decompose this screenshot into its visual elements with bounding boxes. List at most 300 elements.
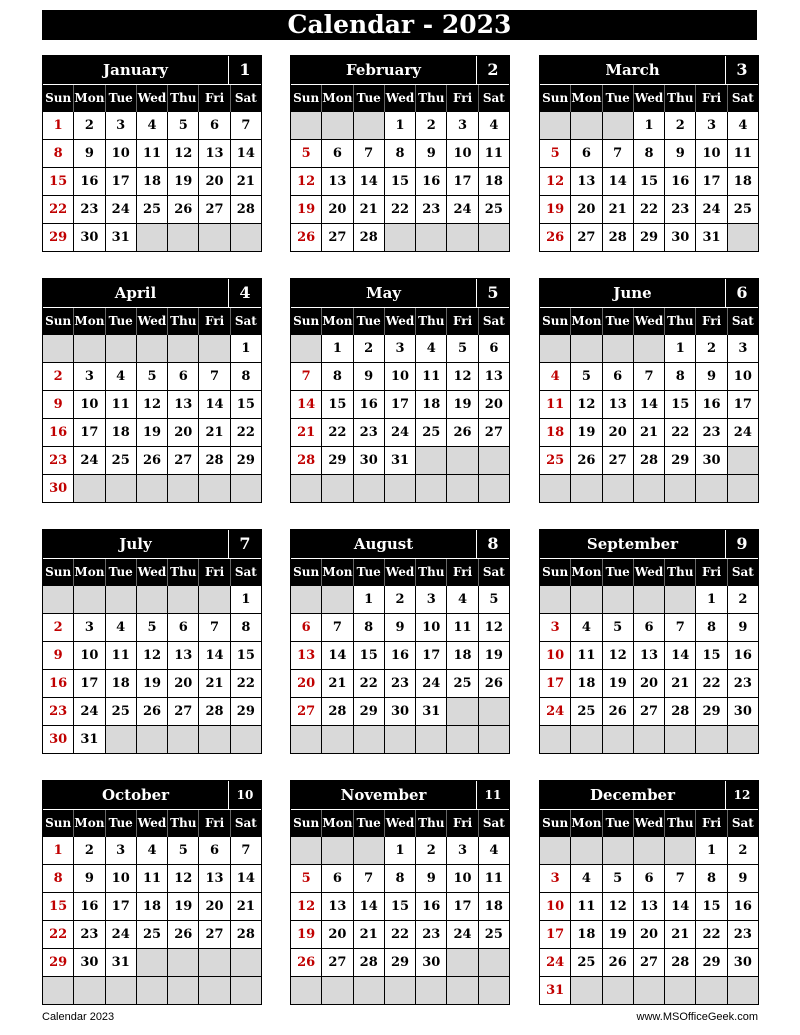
day-cell: 21 <box>231 168 261 195</box>
weekday-label: Mon <box>74 810 105 837</box>
day-cell: 25 <box>416 419 446 446</box>
day-cell: 6 <box>571 140 601 167</box>
empty-day-cell <box>479 475 509 502</box>
weekday-label: Sun <box>291 308 322 335</box>
day-cell: 24 <box>106 196 136 223</box>
day-cell: 15 <box>385 168 415 195</box>
day-cell: 7 <box>199 614 229 641</box>
day-cell: 26 <box>571 447 601 474</box>
day-cell: 24 <box>540 949 570 976</box>
empty-day-cell <box>291 112 321 139</box>
day-cell: 26 <box>291 949 321 976</box>
month-number: 6 <box>725 279 758 307</box>
day-cell: 7 <box>354 865 384 892</box>
day-cell: 26 <box>603 698 633 725</box>
day-cell: 23 <box>696 419 726 446</box>
day-grid <box>43 335 261 502</box>
day-cell: 11 <box>479 140 509 167</box>
day-cell: 3 <box>540 614 570 641</box>
day-cell: 6 <box>479 335 509 362</box>
empty-day-cell <box>106 977 136 1004</box>
month-header <box>291 279 509 308</box>
weekday-label: Sat <box>234 91 257 105</box>
empty-day-cell <box>74 977 104 1004</box>
weekday-label: Tue <box>603 810 634 837</box>
day-cell: 15 <box>43 893 73 920</box>
day-cell: 11 <box>137 140 167 167</box>
day-cell: 26 <box>479 670 509 697</box>
empty-day-cell <box>168 586 198 613</box>
month-number: 10 <box>228 781 261 809</box>
day-cell: 3 <box>106 112 136 139</box>
day-cell: 22 <box>696 670 726 697</box>
day-cell: 8 <box>634 140 664 167</box>
day-cell: 10 <box>696 140 726 167</box>
empty-day-cell <box>416 475 446 502</box>
day-cell: 21 <box>634 419 664 446</box>
day-cell: 6 <box>291 614 321 641</box>
day-cell: 28 <box>322 698 352 725</box>
day-cell: 20 <box>199 893 229 920</box>
day-cell: 28 <box>665 698 695 725</box>
day-cell: 19 <box>168 893 198 920</box>
day-cell: 29 <box>354 698 384 725</box>
day-cell: 4 <box>571 865 601 892</box>
day-cell: 24 <box>447 921 477 948</box>
month-january <box>42 55 262 252</box>
day-cell: 19 <box>571 419 601 446</box>
empty-day-cell <box>74 586 104 613</box>
empty-day-cell <box>603 335 633 362</box>
day-cell: 6 <box>603 363 633 390</box>
month-may <box>290 278 510 503</box>
month-name: December <box>589 786 676 804</box>
day-cell: 24 <box>696 196 726 223</box>
day-cell: 5 <box>571 363 601 390</box>
day-cell: 7 <box>665 865 695 892</box>
weekday-label: Sat <box>482 816 505 830</box>
month-june <box>539 278 759 503</box>
day-cell: 13 <box>168 391 198 418</box>
empty-day-cell <box>231 726 261 753</box>
day-cell: 13 <box>479 363 509 390</box>
day-cell: 4 <box>137 112 167 139</box>
weekday-header-row <box>291 559 509 586</box>
day-cell: 23 <box>728 921 758 948</box>
day-cell: 24 <box>728 419 758 446</box>
weekday-label: Thu <box>168 810 199 837</box>
day-cell: 10 <box>74 642 104 669</box>
month-name: May <box>365 284 402 302</box>
day-cell: 16 <box>74 893 104 920</box>
empty-day-cell <box>74 335 104 362</box>
day-cell: 8 <box>322 363 352 390</box>
day-cell: 6 <box>199 112 229 139</box>
day-cell: 3 <box>696 112 726 139</box>
day-cell: 14 <box>199 391 229 418</box>
day-cell: 5 <box>603 865 633 892</box>
day-cell: 21 <box>354 196 384 223</box>
weekday-header-row <box>540 85 758 112</box>
day-cell: 21 <box>354 921 384 948</box>
month-number: 7 <box>228 530 261 558</box>
day-cell: 15 <box>634 168 664 195</box>
empty-day-cell <box>540 726 570 753</box>
month-name: April <box>114 284 157 302</box>
weekday-label: Sun <box>43 308 74 335</box>
day-cell: 16 <box>74 168 104 195</box>
empty-day-cell <box>416 447 446 474</box>
month-september <box>539 529 759 754</box>
day-cell: 28 <box>199 447 229 474</box>
day-cell: 17 <box>74 419 104 446</box>
weekday-label: Thu <box>416 810 447 837</box>
day-cell: 12 <box>447 363 477 390</box>
day-cell: 11 <box>416 363 446 390</box>
empty-day-cell <box>540 586 570 613</box>
day-cell: 13 <box>634 893 664 920</box>
weekday-header-row <box>540 810 758 837</box>
day-cell: 12 <box>603 642 633 669</box>
weekday-label: Mon <box>322 810 353 837</box>
empty-day-cell <box>322 726 352 753</box>
day-cell: 3 <box>447 112 477 139</box>
day-cell: 1 <box>354 586 384 613</box>
weekday-label: Wed <box>385 85 416 112</box>
empty-day-cell <box>634 837 664 864</box>
day-cell: 16 <box>416 893 446 920</box>
day-cell: 1 <box>696 837 726 864</box>
day-cell: 2 <box>696 335 726 362</box>
empty-day-cell <box>479 698 509 725</box>
day-cell: 27 <box>322 949 352 976</box>
weekday-label: Fri <box>696 85 727 112</box>
empty-day-cell <box>665 475 695 502</box>
day-cell: 17 <box>540 921 570 948</box>
weekday-label: Tue <box>354 308 385 335</box>
day-cell: 26 <box>603 949 633 976</box>
day-cell: 21 <box>603 196 633 223</box>
empty-day-cell <box>291 475 321 502</box>
day-cell: 22 <box>231 670 261 697</box>
month-march <box>539 55 759 252</box>
day-cell: 13 <box>603 391 633 418</box>
weekday-label: Mon <box>571 85 602 112</box>
month-name: July <box>119 535 152 553</box>
day-cell: 11 <box>728 140 758 167</box>
day-cell: 24 <box>385 419 415 446</box>
empty-day-cell <box>728 475 758 502</box>
weekday-label: Fri <box>447 85 478 112</box>
day-cell: 5 <box>603 614 633 641</box>
day-cell: 30 <box>43 726 73 753</box>
empty-day-cell <box>137 335 167 362</box>
day-grid <box>291 837 509 1004</box>
day-cell: 17 <box>416 642 446 669</box>
day-cell: 16 <box>43 670 73 697</box>
weekday-label: Mon <box>74 559 105 586</box>
month-number: 11 <box>476 781 509 809</box>
day-cell: 19 <box>168 168 198 195</box>
weekday-label: Thu <box>665 559 696 586</box>
day-cell: 3 <box>540 865 570 892</box>
month-header <box>291 56 509 85</box>
day-cell: 24 <box>74 698 104 725</box>
day-cell: 27 <box>322 224 352 251</box>
day-cell: 23 <box>728 670 758 697</box>
weekday-label: Mon <box>322 308 353 335</box>
empty-day-cell <box>168 726 198 753</box>
empty-day-cell <box>106 335 136 362</box>
day-cell: 22 <box>385 196 415 223</box>
day-grid <box>540 837 758 1004</box>
weekday-label: Mon <box>322 85 353 112</box>
empty-day-cell <box>291 335 321 362</box>
weekday-label: Sat <box>234 565 257 579</box>
day-cell: 21 <box>665 670 695 697</box>
day-cell: 7 <box>322 614 352 641</box>
empty-day-cell <box>137 977 167 1004</box>
day-cell: 17 <box>696 168 726 195</box>
footer-website[interactable]: www.MSOfficeGeek.com <box>636 1011 758 1023</box>
empty-day-cell <box>447 475 477 502</box>
day-cell: 17 <box>106 893 136 920</box>
day-cell: 20 <box>291 670 321 697</box>
weekday-label: Tue <box>603 308 634 335</box>
month-header <box>540 530 758 559</box>
empty-day-cell <box>447 224 477 251</box>
day-cell: 14 <box>322 642 352 669</box>
weekday-label: Sun <box>540 559 571 586</box>
weekday-label: Sun <box>43 85 74 112</box>
day-cell: 25 <box>571 949 601 976</box>
day-cell: 1 <box>231 335 261 362</box>
empty-day-cell <box>137 949 167 976</box>
day-cell: 11 <box>447 614 477 641</box>
day-cell: 24 <box>106 921 136 948</box>
empty-day-cell <box>106 726 136 753</box>
day-cell: 15 <box>231 391 261 418</box>
weekday-label: Fri <box>199 559 230 586</box>
empty-day-cell <box>199 586 229 613</box>
weekday-label: Tue <box>354 559 385 586</box>
empty-day-cell <box>479 949 509 976</box>
day-cell: 1 <box>665 335 695 362</box>
day-cell: 13 <box>291 642 321 669</box>
empty-day-cell <box>696 475 726 502</box>
day-cell: 22 <box>665 419 695 446</box>
day-cell: 4 <box>540 363 570 390</box>
day-cell: 25 <box>571 698 601 725</box>
empty-day-cell <box>291 586 321 613</box>
day-cell: 30 <box>43 475 73 502</box>
day-cell: 29 <box>665 447 695 474</box>
weekday-label: Sun <box>540 810 571 837</box>
day-cell: 30 <box>696 447 726 474</box>
month-number: 12 <box>725 781 758 809</box>
weekday-label: Sat <box>731 91 754 105</box>
weekday-label: Wed <box>137 810 168 837</box>
weekday-label: Thu <box>168 559 199 586</box>
day-cell: 3 <box>728 335 758 362</box>
day-cell: 9 <box>74 865 104 892</box>
day-cell: 16 <box>665 168 695 195</box>
empty-day-cell <box>571 335 601 362</box>
day-cell: 12 <box>571 391 601 418</box>
day-cell: 11 <box>106 391 136 418</box>
day-grid <box>540 335 758 502</box>
weekday-label: Wed <box>137 85 168 112</box>
day-cell: 23 <box>43 447 73 474</box>
day-cell: 2 <box>728 837 758 864</box>
day-cell: 29 <box>385 949 415 976</box>
empty-day-cell <box>231 977 261 1004</box>
day-cell: 27 <box>479 419 509 446</box>
day-cell: 22 <box>696 921 726 948</box>
day-cell: 4 <box>479 112 509 139</box>
day-cell: 19 <box>291 196 321 223</box>
day-cell: 31 <box>74 726 104 753</box>
day-cell: 6 <box>634 614 664 641</box>
empty-day-cell <box>571 837 601 864</box>
empty-day-cell <box>479 224 509 251</box>
empty-day-cell <box>137 586 167 613</box>
day-cell: 18 <box>540 419 570 446</box>
day-cell: 10 <box>447 865 477 892</box>
day-cell: 30 <box>354 447 384 474</box>
weekday-label: Thu <box>416 559 447 586</box>
day-cell: 10 <box>540 893 570 920</box>
day-cell: 22 <box>322 419 352 446</box>
weekday-header-row <box>43 85 261 112</box>
day-cell: 12 <box>540 168 570 195</box>
day-cell: 16 <box>354 391 384 418</box>
day-cell: 15 <box>231 642 261 669</box>
empty-day-cell <box>479 977 509 1004</box>
empty-day-cell <box>231 475 261 502</box>
weekday-label: Wed <box>634 85 665 112</box>
day-cell: 25 <box>137 196 167 223</box>
day-cell: 5 <box>447 335 477 362</box>
day-cell: 22 <box>231 419 261 446</box>
day-cell: 23 <box>354 419 384 446</box>
empty-day-cell <box>447 726 477 753</box>
month-header <box>540 781 758 810</box>
day-cell: 27 <box>199 196 229 223</box>
day-cell: 13 <box>199 865 229 892</box>
day-cell: 14 <box>291 391 321 418</box>
month-header <box>540 56 758 85</box>
empty-day-cell <box>479 726 509 753</box>
empty-day-cell <box>634 586 664 613</box>
day-cell: 26 <box>447 419 477 446</box>
day-cell: 25 <box>479 196 509 223</box>
day-cell: 8 <box>385 140 415 167</box>
day-cell: 25 <box>137 921 167 948</box>
day-cell: 17 <box>447 168 477 195</box>
day-cell: 18 <box>106 670 136 697</box>
empty-day-cell <box>354 726 384 753</box>
weekday-label: Wed <box>385 559 416 586</box>
day-cell: 30 <box>74 224 104 251</box>
empty-day-cell <box>199 949 229 976</box>
weekday-label: Sat <box>482 314 505 328</box>
day-grid <box>43 112 261 251</box>
day-cell: 29 <box>43 224 73 251</box>
month-number: 2 <box>476 56 509 84</box>
empty-day-cell <box>665 586 695 613</box>
month-header <box>291 530 509 559</box>
day-cell: 12 <box>137 642 167 669</box>
day-cell: 20 <box>479 391 509 418</box>
day-grid <box>291 112 509 251</box>
empty-day-cell <box>354 837 384 864</box>
day-cell: 14 <box>231 865 261 892</box>
weekday-label: Mon <box>74 85 105 112</box>
day-cell: 30 <box>385 698 415 725</box>
day-cell: 22 <box>385 921 415 948</box>
day-cell: 11 <box>571 642 601 669</box>
empty-day-cell <box>354 112 384 139</box>
month-number: 9 <box>725 530 758 558</box>
day-cell: 13 <box>322 168 352 195</box>
day-cell: 8 <box>696 865 726 892</box>
day-grid <box>540 112 758 251</box>
empty-day-cell <box>603 586 633 613</box>
day-cell: 9 <box>43 391 73 418</box>
day-cell: 25 <box>447 670 477 697</box>
day-cell: 4 <box>416 335 446 362</box>
day-cell: 29 <box>634 224 664 251</box>
empty-day-cell <box>696 977 726 1004</box>
day-cell: 14 <box>603 168 633 195</box>
day-cell: 22 <box>634 196 664 223</box>
day-cell: 7 <box>231 837 261 864</box>
day-cell: 2 <box>416 112 446 139</box>
empty-day-cell <box>137 726 167 753</box>
day-cell: 2 <box>74 112 104 139</box>
empty-day-cell <box>385 224 415 251</box>
day-cell: 29 <box>231 447 261 474</box>
empty-day-cell <box>291 977 321 1004</box>
day-cell: 5 <box>291 865 321 892</box>
day-cell: 15 <box>354 642 384 669</box>
month-number: 4 <box>228 279 261 307</box>
day-cell: 6 <box>322 140 352 167</box>
day-cell: 30 <box>416 949 446 976</box>
weekday-label: Wed <box>137 559 168 586</box>
day-cell: 2 <box>354 335 384 362</box>
day-cell: 15 <box>385 893 415 920</box>
empty-day-cell <box>479 447 509 474</box>
day-cell: 5 <box>540 140 570 167</box>
day-cell: 6 <box>634 865 664 892</box>
day-cell: 21 <box>199 670 229 697</box>
weekday-header-row <box>43 308 261 335</box>
day-cell: 1 <box>322 335 352 362</box>
day-cell: 17 <box>74 670 104 697</box>
day-cell: 23 <box>74 921 104 948</box>
day-cell: 3 <box>385 335 415 362</box>
day-cell: 8 <box>231 363 261 390</box>
day-cell: 7 <box>291 363 321 390</box>
day-cell: 28 <box>231 196 261 223</box>
empty-day-cell <box>354 977 384 1004</box>
day-cell: 16 <box>728 642 758 669</box>
day-cell: 17 <box>106 168 136 195</box>
day-cell: 9 <box>74 140 104 167</box>
day-cell: 23 <box>416 196 446 223</box>
